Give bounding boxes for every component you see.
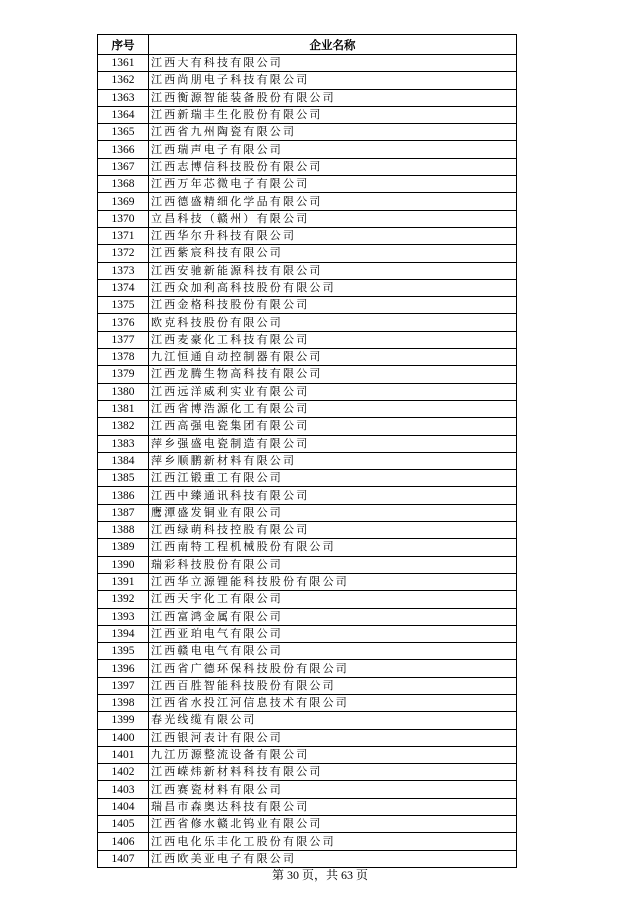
header-company-name: 企业名称 bbox=[149, 35, 517, 55]
table-row bbox=[98, 106, 517, 123]
company-name-cell: 江西万年芯微电子有限公司 bbox=[149, 176, 517, 193]
company-name-cell: 江西大有科技有限公司 bbox=[149, 55, 517, 72]
table-row bbox=[98, 176, 517, 193]
company-name-cell: 江西众加利高科技股份有限公司 bbox=[149, 279, 517, 296]
serial-number-cell: 1376 bbox=[98, 314, 149, 331]
company-name-cell: 江西绿萌科技控股有限公司 bbox=[149, 522, 517, 539]
company-name-cell: 江西中臻通讯科技有限公司 bbox=[149, 487, 517, 504]
table-row bbox=[98, 746, 517, 763]
table-row bbox=[98, 366, 517, 383]
serial-number-cell: 1367 bbox=[98, 158, 149, 175]
serial-number-cell: 1378 bbox=[98, 349, 149, 366]
table-row bbox=[98, 452, 517, 469]
serial-number-cell: 1389 bbox=[98, 539, 149, 556]
company-name-cell: 萍乡强盛电瓷制造有限公司 bbox=[149, 435, 517, 452]
company-name-cell: 春光线缆有限公司 bbox=[149, 712, 517, 729]
company-name-cell: 欧克科技股份有限公司 bbox=[149, 314, 517, 331]
serial-number-cell: 1407 bbox=[98, 850, 149, 867]
company-name-cell: 江西龙腾生物高科技有限公司 bbox=[149, 366, 517, 383]
serial-number-cell: 1404 bbox=[98, 798, 149, 815]
company-name-cell: 九江历源整流设备有限公司 bbox=[149, 746, 517, 763]
serial-number-cell: 1393 bbox=[98, 608, 149, 625]
serial-number-cell: 1382 bbox=[98, 418, 149, 435]
serial-number-cell: 1370 bbox=[98, 210, 149, 227]
serial-number-cell: 1396 bbox=[98, 660, 149, 677]
company-name-cell: 萍乡顺鹏新材料有限公司 bbox=[149, 452, 517, 469]
table-body bbox=[98, 55, 517, 868]
table-row bbox=[98, 694, 517, 711]
serial-number-cell: 1394 bbox=[98, 625, 149, 642]
serial-number-cell: 1388 bbox=[98, 522, 149, 539]
serial-number-cell: 1406 bbox=[98, 833, 149, 850]
table-row bbox=[98, 193, 517, 210]
company-name-cell: 江西金格科技股份有限公司 bbox=[149, 297, 517, 314]
serial-number-cell: 1373 bbox=[98, 262, 149, 279]
table-row bbox=[98, 279, 517, 296]
table-row bbox=[98, 522, 517, 539]
table-row bbox=[98, 573, 517, 590]
company-name-cell: 江西银河表计有限公司 bbox=[149, 729, 517, 746]
company-name-cell: 江西省博浩源化工有限公司 bbox=[149, 400, 517, 417]
company-name-cell: 江西安驰新能源科技有限公司 bbox=[149, 262, 517, 279]
table-row bbox=[98, 625, 517, 642]
table-row bbox=[98, 781, 517, 798]
serial-number-cell: 1398 bbox=[98, 694, 149, 711]
table-row bbox=[98, 72, 517, 89]
serial-number-cell: 1375 bbox=[98, 297, 149, 314]
table-row bbox=[98, 539, 517, 556]
table-row bbox=[98, 297, 517, 314]
table-header-row bbox=[98, 35, 517, 55]
table-row bbox=[98, 487, 517, 504]
company-name-cell: 江西省水投江河信息技术有限公司 bbox=[149, 694, 517, 711]
company-name-cell: 江西电化乐丰化工股份有限公司 bbox=[149, 833, 517, 850]
header-serial-number: 序号 bbox=[98, 35, 149, 55]
table-row bbox=[98, 418, 517, 435]
serial-number-cell: 1391 bbox=[98, 573, 149, 590]
table-row bbox=[98, 124, 517, 141]
serial-number-cell: 1403 bbox=[98, 781, 149, 798]
table-row bbox=[98, 850, 517, 867]
serial-number-cell: 1372 bbox=[98, 245, 149, 262]
serial-number-cell: 1366 bbox=[98, 141, 149, 158]
table-row bbox=[98, 349, 517, 366]
serial-number-cell: 1401 bbox=[98, 746, 149, 763]
table-row bbox=[98, 245, 517, 262]
company-name-cell: 江西南特工程机械股份有限公司 bbox=[149, 539, 517, 556]
table-row bbox=[98, 141, 517, 158]
company-name-cell: 鹰潭盛发铜业有限公司 bbox=[149, 504, 517, 521]
company-name-cell: 江西富鸿金属有限公司 bbox=[149, 608, 517, 625]
company-name-cell: 江西赣电电气有限公司 bbox=[149, 643, 517, 660]
table-row bbox=[98, 643, 517, 660]
serial-number-cell: 1362 bbox=[98, 72, 149, 89]
company-name-cell: 江西嵘炜新材料科技有限公司 bbox=[149, 764, 517, 781]
serial-number-cell: 1377 bbox=[98, 331, 149, 348]
table-row bbox=[98, 798, 517, 815]
company-list-sheet bbox=[97, 34, 516, 868]
serial-number-cell: 1390 bbox=[98, 556, 149, 573]
serial-number-cell: 1387 bbox=[98, 504, 149, 521]
company-name-cell: 江西百胜智能科技股份有限公司 bbox=[149, 677, 517, 694]
serial-number-cell: 1374 bbox=[98, 279, 149, 296]
company-name-cell: 江西紫宸科技有限公司 bbox=[149, 245, 517, 262]
serial-number-cell: 1381 bbox=[98, 400, 149, 417]
table-row bbox=[98, 833, 517, 850]
serial-number-cell: 1395 bbox=[98, 643, 149, 660]
table-row bbox=[98, 435, 517, 452]
company-name-cell: 江西赛瓷材料有限公司 bbox=[149, 781, 517, 798]
serial-number-cell: 1384 bbox=[98, 452, 149, 469]
table-row bbox=[98, 158, 517, 175]
serial-number-cell: 1379 bbox=[98, 366, 149, 383]
company-name-cell: 江西远洋威利实业有限公司 bbox=[149, 383, 517, 400]
serial-number-cell: 1383 bbox=[98, 435, 149, 452]
company-name-cell: 瑞昌市森奥达科技有限公司 bbox=[149, 798, 517, 815]
company-name-cell: 江西瑞声电子有限公司 bbox=[149, 141, 517, 158]
company-name-cell: 江西欧美亚电子有限公司 bbox=[149, 850, 517, 867]
serial-number-cell: 1386 bbox=[98, 487, 149, 504]
company-name-cell: 江西衡源智能装备股份有限公司 bbox=[149, 89, 517, 106]
serial-number-cell: 1380 bbox=[98, 383, 149, 400]
table-row bbox=[98, 314, 517, 331]
serial-number-cell: 1369 bbox=[98, 193, 149, 210]
company-name-cell: 江西德盛精细化学品有限公司 bbox=[149, 193, 517, 210]
table-row bbox=[98, 227, 517, 244]
table-row bbox=[98, 262, 517, 279]
table-row bbox=[98, 712, 517, 729]
table-row bbox=[98, 210, 517, 227]
serial-number-cell: 1363 bbox=[98, 89, 149, 106]
serial-number-cell: 1371 bbox=[98, 227, 149, 244]
company-name-cell: 江西华立源锂能科技股份有限公司 bbox=[149, 573, 517, 590]
serial-number-cell: 1361 bbox=[98, 55, 149, 72]
serial-number-cell: 1400 bbox=[98, 729, 149, 746]
company-name-cell: 江西志博信科技股份有限公司 bbox=[149, 158, 517, 175]
table-row bbox=[98, 556, 517, 573]
table-row bbox=[98, 729, 517, 746]
company-name-cell: 江西麦豪化工科技有限公司 bbox=[149, 331, 517, 348]
company-name-cell: 瑞彩科技股份有限公司 bbox=[149, 556, 517, 573]
company-table bbox=[97, 34, 517, 868]
company-name-cell: 江西省九州陶瓷有限公司 bbox=[149, 124, 517, 141]
serial-number-cell: 1397 bbox=[98, 677, 149, 694]
company-name-cell: 江西尚朋电子科技有限公司 bbox=[149, 72, 517, 89]
serial-number-cell: 1385 bbox=[98, 470, 149, 487]
company-name-cell: 江西新瑞丰生化股份有限公司 bbox=[149, 106, 517, 123]
table-row bbox=[98, 331, 517, 348]
serial-number-cell: 1364 bbox=[98, 106, 149, 123]
serial-number-cell: 1365 bbox=[98, 124, 149, 141]
table-row bbox=[98, 89, 517, 106]
company-name-cell: 江西省修水赣北钨业有限公司 bbox=[149, 816, 517, 833]
table-row bbox=[98, 383, 517, 400]
company-name-cell: 江西华尔升科技有限公司 bbox=[149, 227, 517, 244]
table-row bbox=[98, 608, 517, 625]
serial-number-cell: 1402 bbox=[98, 764, 149, 781]
table-row bbox=[98, 816, 517, 833]
company-name-cell: 江西天宇化工有限公司 bbox=[149, 591, 517, 608]
table-row bbox=[98, 400, 517, 417]
table-row bbox=[98, 677, 517, 694]
table-row bbox=[98, 764, 517, 781]
company-name-cell: 江西江锻重工有限公司 bbox=[149, 470, 517, 487]
page-footer: 第 30 页，共 63 页 bbox=[271, 868, 368, 882]
company-name-cell: 九江恒通自动控制器有限公司 bbox=[149, 349, 517, 366]
table-row bbox=[98, 470, 517, 487]
table-row bbox=[98, 55, 517, 72]
company-name-cell: 江西省广德环保科技股份有限公司 bbox=[149, 660, 517, 677]
company-name-cell: 江西高强电瓷集团有限公司 bbox=[149, 418, 517, 435]
table-row bbox=[98, 591, 517, 608]
table-row bbox=[98, 660, 517, 677]
serial-number-cell: 1399 bbox=[98, 712, 149, 729]
serial-number-cell: 1392 bbox=[98, 591, 149, 608]
company-name-cell: 江西亚珀电气有限公司 bbox=[149, 625, 517, 642]
serial-number-cell: 1368 bbox=[98, 176, 149, 193]
serial-number-cell: 1405 bbox=[98, 816, 149, 833]
company-name-cell: 立昌科技（赣州）有限公司 bbox=[149, 210, 517, 227]
table-row bbox=[98, 504, 517, 521]
